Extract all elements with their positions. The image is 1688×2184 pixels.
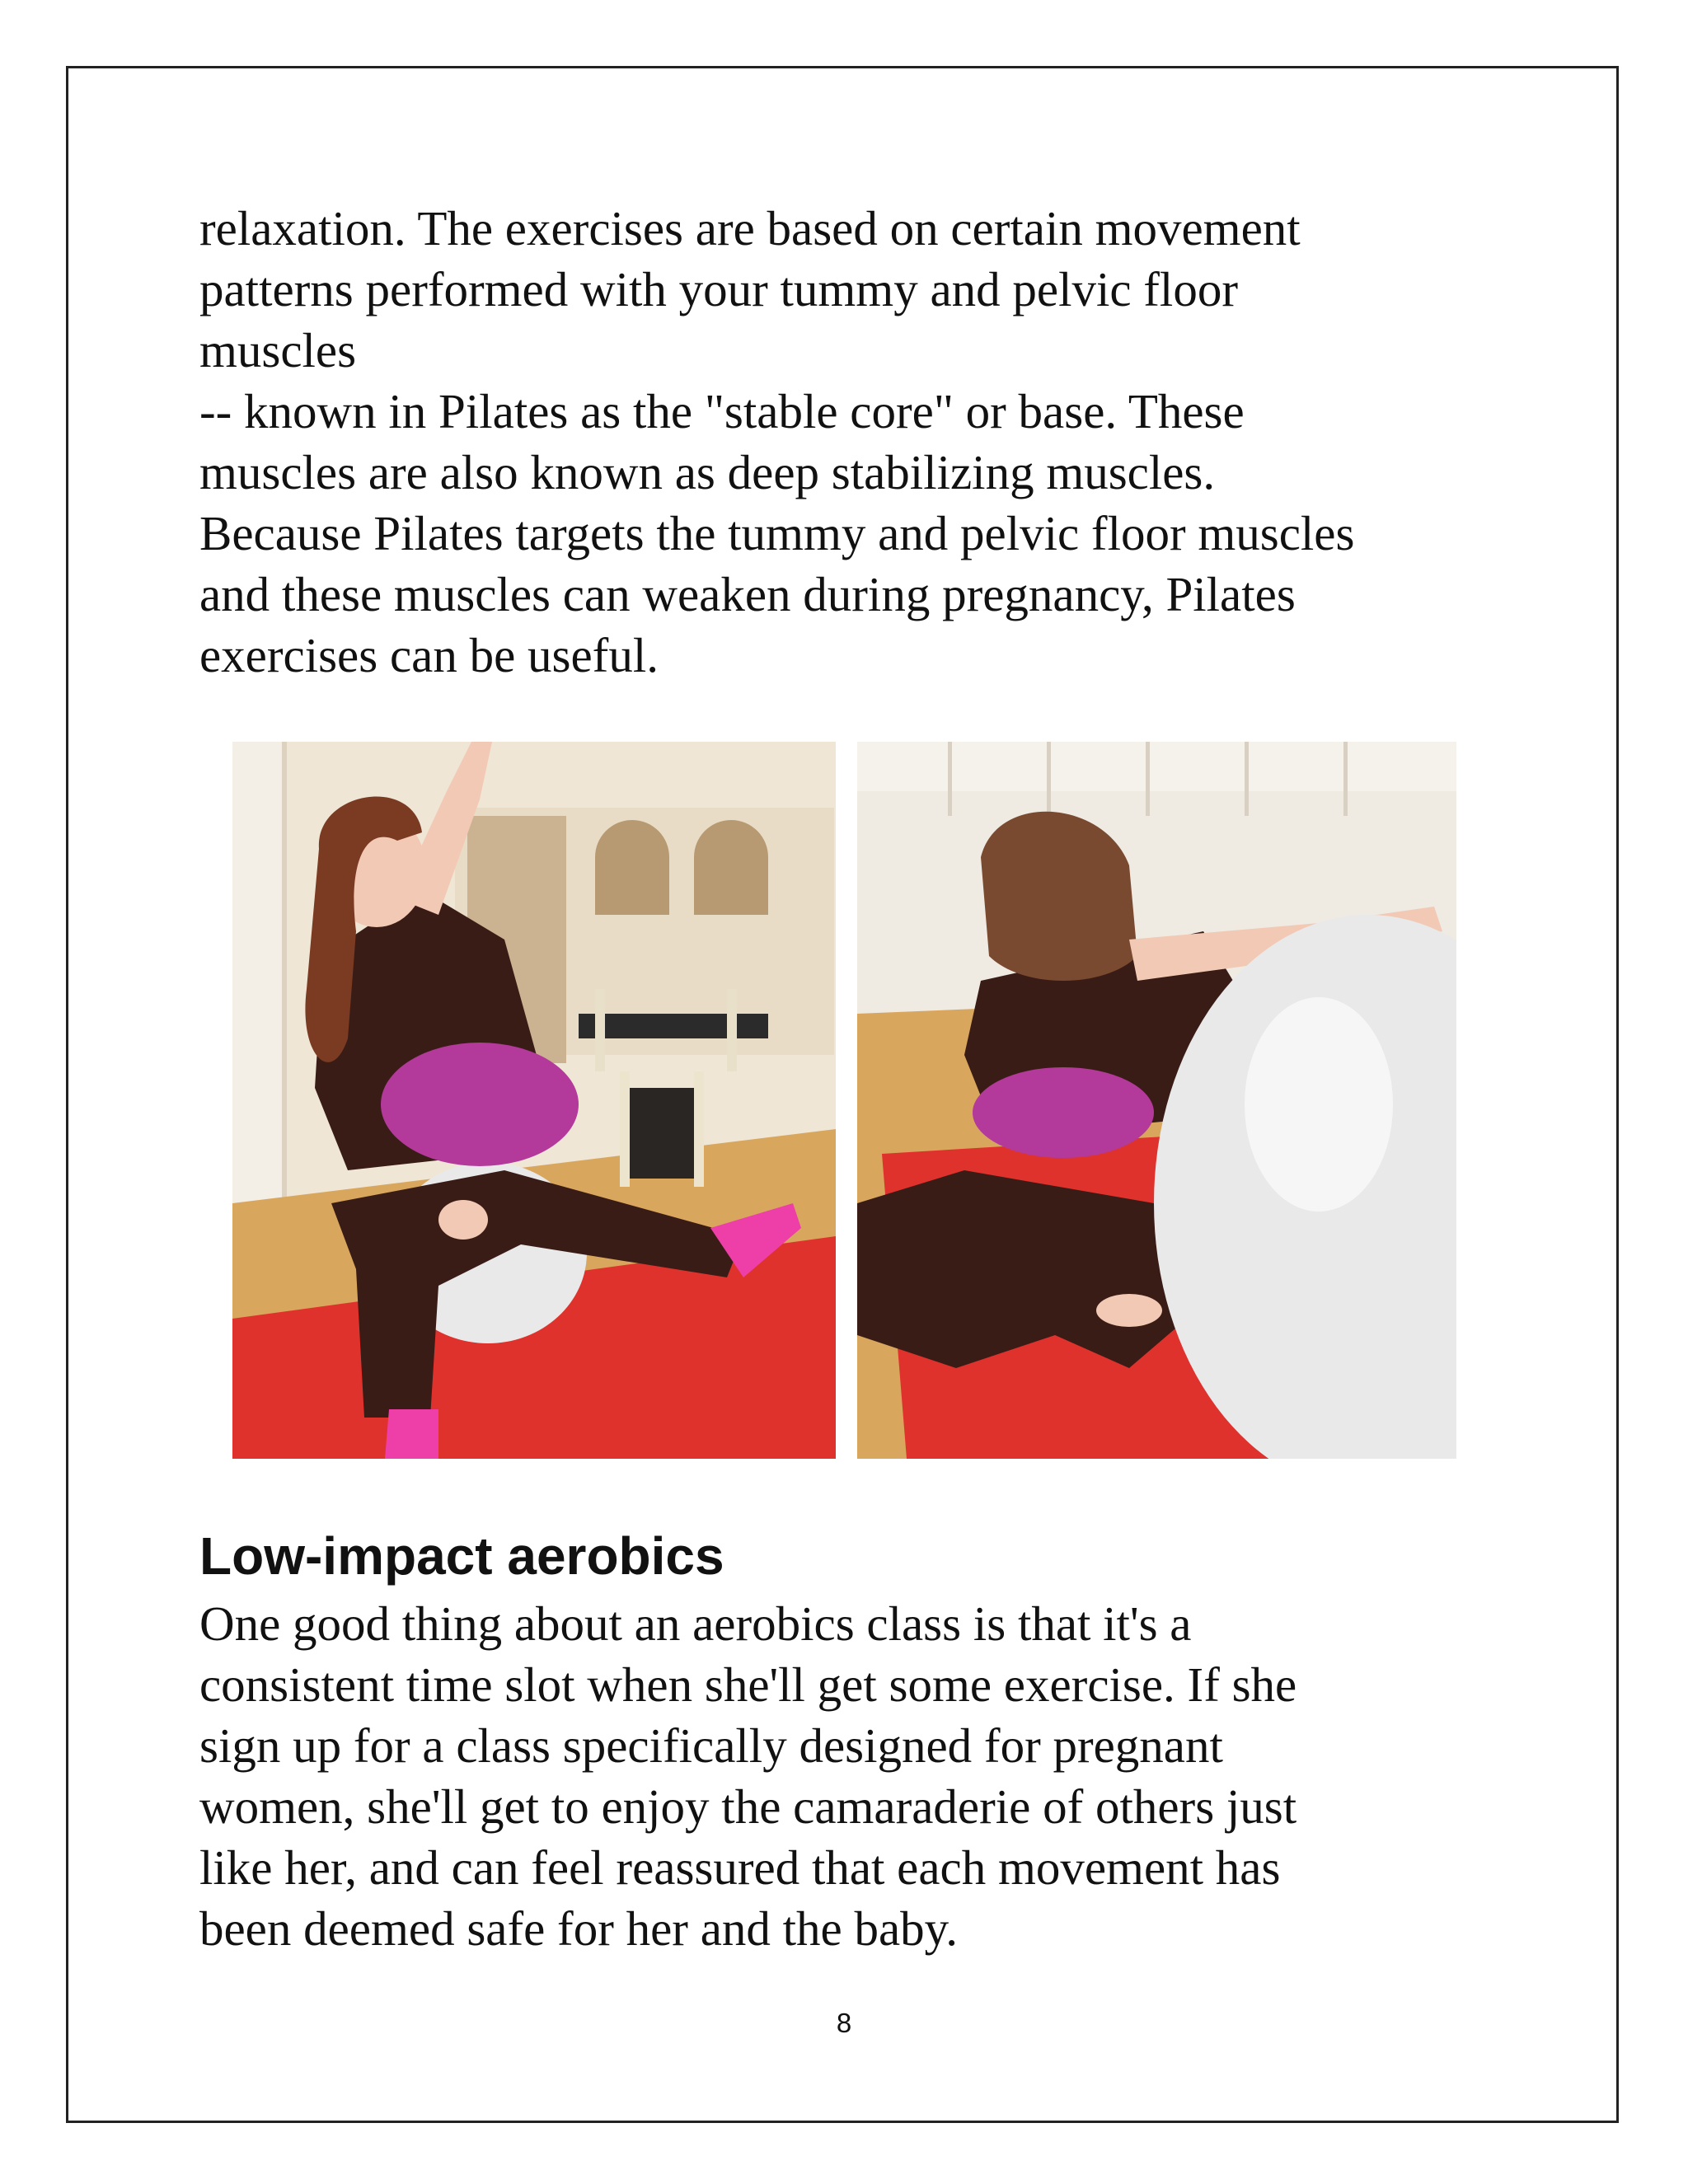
photo-illustration [857, 742, 1456, 1459]
paragraph-line: muscles are also known as deep stabilizing muscles. [199, 445, 1216, 499]
photo-side-stretch-on-ball [232, 742, 836, 1459]
paragraph-line: women, she'll get to enjoy the camaraderie of others just [199, 1779, 1297, 1834]
paragraph-line: Because Pilates targets the tummy and pelvic floor muscles [199, 506, 1355, 560]
photo-forward-stretch-over-ball [857, 742, 1456, 1459]
paragraph-line: relaxation. The exercises are based on certain movement [199, 201, 1301, 255]
aerobics-paragraph [199, 1593, 1559, 1959]
paragraph-line: and these muscles can weaken during pregnancy, Pilates [199, 567, 1296, 621]
section-heading: Low-impact aerobics [199, 1526, 724, 1586]
paragraph-line: like her, and can feel reassured that each movement has [199, 1840, 1281, 1895]
paragraph-line: One good thing about an aerobics class is that it's a [199, 1596, 1192, 1651]
paragraph-line: muscles [199, 323, 357, 377]
paragraph-line: patterns performed with your tummy and pelvic floor [199, 262, 1238, 316]
intro-paragraph [199, 198, 1559, 686]
paragraph-line: been deemed safe for her and the baby. [199, 1901, 959, 1956]
photo-illustration [232, 742, 836, 1459]
page-number: 8 [836, 2008, 852, 2038]
paragraph-line: sign up for a class specifically designed for pregnant [199, 1718, 1223, 1773]
paragraph-line: exercises can be useful. [199, 628, 659, 682]
paragraph-line: consistent time slot when she'll get some exercise. If she [199, 1657, 1297, 1712]
paragraph-line: -- known in Pilates as the "stable core" or base. These [199, 384, 1245, 438]
